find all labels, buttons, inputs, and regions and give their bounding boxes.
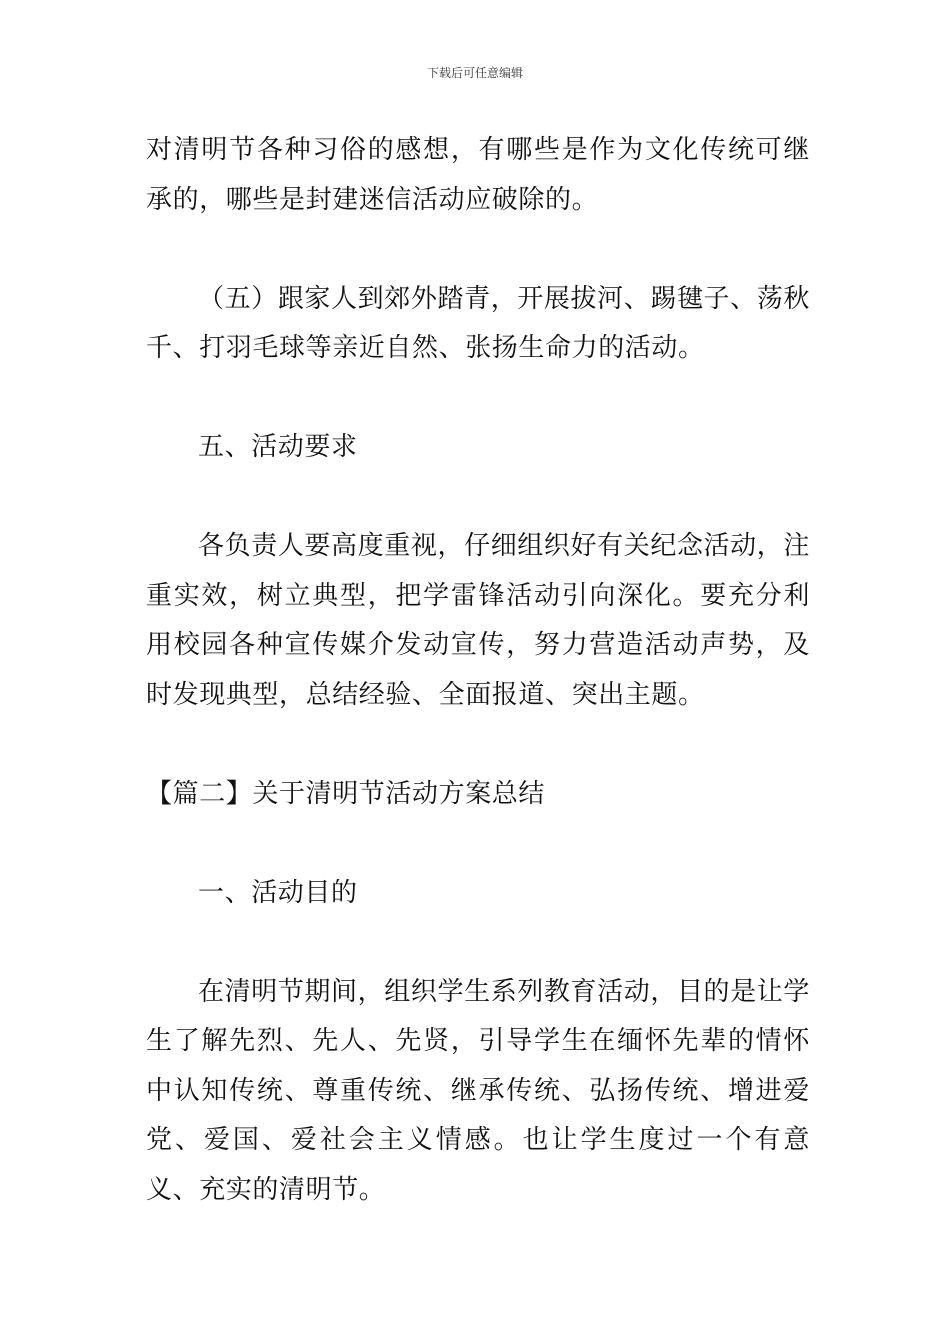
paragraph-outing-activities: （五）跟家人到郊外踏青，开展拔河、踢毽子、荡秋千、打羽毛球等亲近自然、张扬生命力的活动。	[146, 283, 810, 363]
section-heading-purpose: 一、活动目的	[198, 877, 358, 908]
document-body	[146, 126, 810, 1215]
paragraph-requirements: 各负责人要高度重视，仔细组织好有关纪念活动，注重实效，树立典型，把学雷锋活动引向深化。要充分利用校园各种宣传媒介发动宣传，努力营造活动声势，及时发现典型，总结经验、全面报道、突出主题。	[146, 531, 810, 710]
article-title-part-two: 【篇二】关于清明节活动方案总结	[146, 778, 546, 809]
section-heading-requirements: 五、活动要求	[198, 432, 358, 462]
paragraph-purpose: 在清明节期间，组织学生系列教育活动，目的是让学生了解先烈、先人、先贤，引导学生在缅怀先辈的情怀中认知传统、尊重传统、继承传统、弘扬传统、增进爱党、爱国、爱社会主义情感。也让学生度过一个有意义、充实的清明节。	[146, 976, 810, 1205]
paragraph-customs-reflection: 对清明节各种习俗的感想，有哪些是作为文化传统可继承的，哪些是封建迷信活动应破除的。	[146, 135, 810, 215]
header-note: 下载后可任意编辑	[426, 66, 523, 80]
